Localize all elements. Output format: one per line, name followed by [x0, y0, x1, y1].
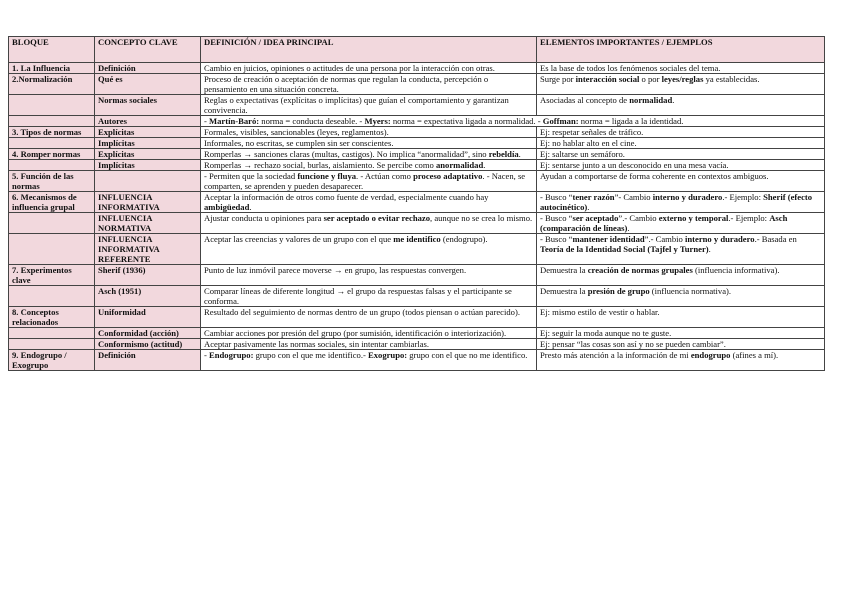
text-run: interno y duradero: [652, 192, 723, 202]
text-run: presión de grupo: [587, 286, 650, 296]
text-run: norma = expectativa ligada a normalidad. -: [390, 116, 543, 126]
cell-concepto: Asch (1951): [95, 286, 201, 307]
text-run: norma = ligada a la identidad.: [578, 116, 684, 126]
text-run: o por: [639, 74, 662, 84]
cell-concepto: Explícitas: [95, 149, 201, 160]
cell-definicion: [201, 63, 537, 74]
cell-bloque: [9, 213, 95, 234]
cell-ejemplos: [537, 63, 825, 74]
table-row: [9, 127, 825, 138]
table-row: [9, 265, 825, 286]
cell-bloque: 9. Endogrupo / Exogrupo: [9, 350, 95, 371]
text-run: anormalidad: [435, 160, 484, 170]
text-run: Surge por: [540, 74, 576, 84]
cell-definicion: [201, 160, 537, 171]
text-run: creación de normas grupales: [587, 265, 693, 275]
text-run: Romperlas → rechazo social, burlas, aislamiento. Se percibe como: [204, 160, 436, 170]
cell-bloque: 7. Experimentos clave: [9, 265, 95, 286]
text-run: externo y temporal: [658, 213, 729, 223]
text-run: .- Ejemplo:: [728, 213, 770, 223]
cell-concepto: INFLUENCIA INFORMATIVA REFERENTE: [95, 234, 201, 265]
cell-ejemplos: [537, 339, 825, 350]
cell-concepto: Conformismo (actitud): [95, 339, 201, 350]
text-run: Ej: saltarse un semáforo.: [540, 149, 625, 159]
cell-bloque: [9, 339, 95, 350]
text-run: Demuestra la: [540, 286, 588, 296]
text-run: Myers:: [364, 116, 391, 126]
table-row: [9, 350, 825, 371]
cell-definicion: [201, 286, 537, 307]
text-run: Ajustar conducta u opiniones para: [204, 213, 324, 223]
text-run: leyes/reglas: [661, 74, 704, 84]
text-run: normalidad: [629, 95, 673, 105]
cell-bloque: [9, 138, 95, 149]
text-run: (influencia informativa).: [692, 265, 780, 275]
table-row: [9, 171, 825, 192]
cell-concepto: Qué es: [95, 74, 201, 95]
text-run: .: [587, 202, 590, 212]
header-concepto: CONCEPTO CLAVE: [95, 37, 201, 63]
text-run: Resultado del seguimiento de normas dentro de un grupo (todos piensan o actúan parecido).: [204, 307, 520, 317]
text-run: - Busco “: [540, 213, 573, 223]
cell-concepto: [95, 171, 201, 192]
table-row: [9, 339, 825, 350]
text-run: Asociadas al concepto de: [540, 95, 630, 105]
cell-concepto: INFLUENCIA NORMATIVA: [95, 213, 201, 234]
table-row: [9, 116, 825, 127]
text-run: grupo con el que no me identifico.: [407, 350, 528, 360]
text-run: Aceptar la información de otros como fuente de verdad, especialmente cuando hay: [204, 192, 489, 202]
cell-bloque: 3. Tipos de normas: [9, 127, 95, 138]
text-run: mantener identidad: [572, 234, 645, 244]
cell-ejemplos: [537, 286, 825, 307]
text-run: Exogrupo:: [368, 350, 408, 360]
cell-definicion: [201, 307, 537, 328]
text-run: Goffman:: [542, 116, 579, 126]
text-run: - Busco “: [540, 234, 573, 244]
cell-ejemplos: [537, 234, 825, 265]
cell-bloque: 6. Mecanismos de influencia grupal: [9, 192, 95, 213]
text-run: ya establecidas.: [703, 74, 760, 84]
cell-bloque: 8. Conceptos relacionados: [9, 307, 95, 328]
cell-definicion: [201, 192, 537, 213]
table-header-row: [9, 37, 825, 63]
text-run: grupo con el que me identifico.-: [253, 350, 368, 360]
cell-definicion: [201, 171, 537, 192]
cell-ejemplos: [537, 265, 825, 286]
header-ejemplos: ELEMENTOS IMPORTANTES / EJEMPLOS: [537, 37, 825, 63]
text-run: Aceptar las creencias y valores de un grupo con el que: [204, 234, 394, 244]
text-run: - Busco “: [540, 192, 573, 202]
text-run: ”.- Cambio: [644, 234, 685, 244]
text-run: Ej: sentarse junto a un desconocido en una mesa vacía.: [540, 160, 729, 170]
cell-concepto: Normas sociales: [95, 95, 201, 116]
text-run: proceso adaptativo: [413, 171, 483, 181]
cell-bloque: [9, 160, 95, 171]
cell-bloque: 2.Normalización: [9, 74, 95, 95]
text-run: interno y duradero: [685, 234, 755, 244]
cell-ejemplos: [537, 74, 825, 95]
text-run: Punto de luz inmóvil parece moverse → en grupo, las respuestas convergen.: [204, 265, 467, 275]
header-bloque: BLOQUE: [9, 37, 95, 63]
text-run: Martín-Baró:: [209, 116, 260, 126]
cell-ejemplos: [537, 192, 825, 213]
table-row: [9, 160, 825, 171]
table-row: [9, 192, 825, 213]
text-run: . - Nacen, se comparten, se aprenden y pueden desaparecer.: [204, 171, 526, 191]
text-run: me identifico: [393, 234, 441, 244]
cell-bloque: [9, 95, 95, 116]
text-run: , aunque no se crea lo mismo.: [430, 213, 533, 223]
text-run: Ej: respetar señales de tráfico.: [540, 127, 644, 137]
text-run: -: [204, 116, 210, 126]
text-run: Asch (comparación de líneas): [540, 213, 788, 233]
cell-ejemplos: [537, 171, 825, 192]
text-run: Sherif (efecto autocinético): [540, 192, 813, 212]
cell-bloque: 5. Función de las normas: [9, 171, 95, 192]
text-run: .- Basada en: [754, 234, 797, 244]
text-run: Teoría de la Identidad Social (Tajfel y Turner): [540, 244, 709, 254]
text-run: Presto más atención a la información de mi: [540, 350, 691, 360]
text-run: Ej: no hablar alto en el cine.: [540, 138, 637, 148]
cell-ejemplos: [537, 149, 825, 160]
cell-definicion: [201, 265, 537, 286]
text-run: Romperlas → sanciones claras (multas, castigos). No implica “anormalidad”, sino: [204, 149, 489, 159]
cell-concepto: INFLUENCIA INFORMATIVA: [95, 192, 201, 213]
table-row: [9, 138, 825, 149]
table-row: [9, 307, 825, 328]
table-row: [9, 95, 825, 116]
cell-definicion: [201, 350, 537, 371]
text-run: Comparar líneas de diferente longitud → el grupo da respuestas falsas y el participante se conforma.: [204, 286, 512, 306]
cell-ejemplos: [537, 307, 825, 328]
text-run: Informales, no escritas, se cumplen sin ser conscientes.: [204, 138, 394, 148]
cell-ejemplos: [537, 160, 825, 171]
cell-definicion: [201, 95, 537, 116]
text-run: (afines a mí).: [730, 350, 779, 360]
cell-ejemplos: [537, 127, 825, 138]
header-definicion: DEFINICIÓN / IDEA PRINCIPAL: [201, 37, 537, 63]
table-row: [9, 286, 825, 307]
text-run: Ej: mismo estilo de vestir o hablar.: [540, 307, 660, 317]
text-run: - Permiten que la sociedad: [204, 171, 298, 181]
text-run: norma = conducta deseable. -: [259, 116, 365, 126]
cell-concepto: Autores: [95, 116, 201, 127]
cell-definicion: [201, 127, 537, 138]
cell-concepto: Sherif (1936): [95, 265, 201, 286]
cell-concepto: Definición: [95, 63, 201, 74]
text-run: (influencia normativa).: [649, 286, 732, 296]
cell-bloque: [9, 286, 95, 307]
text-run: funcione y fluya: [297, 171, 357, 181]
table-row: [9, 74, 825, 95]
text-run: Ej: pensar “las cosas son así y no se pueden cambiar”.: [540, 339, 726, 349]
cell-concepto: Implícitas: [95, 138, 201, 149]
text-run: (endogrupo).: [440, 234, 488, 244]
text-run: Cambio en juicios, opiniones o actitudes de una persona por la interacción con otras.: [204, 63, 495, 73]
text-run: Proceso de creación o aceptación de normas que regulan la conducta, percepción o pensamiento en una situación concreta.: [204, 74, 489, 94]
cell-definicion: [201, 74, 537, 95]
table-row: [9, 213, 825, 234]
text-run: ser aceptado o evitar rechazo: [323, 213, 431, 223]
cell-definicion: [201, 138, 537, 149]
cell-concepto: Definición: [95, 350, 201, 371]
text-run: Cambiar acciones por presión del grupo (por sumisión, identificación o interiorización).: [204, 328, 507, 338]
cell-ejemplos: [537, 95, 825, 116]
text-run: .: [518, 149, 521, 159]
cell-ejemplos: [537, 350, 825, 371]
text-run: interacción social: [575, 74, 640, 84]
cell-definicion: [201, 234, 537, 265]
text-run: Es la base de todos los fenómenos sociales del tema.: [540, 63, 721, 73]
cell-definicion: [201, 339, 537, 350]
text-run: endogrupo: [690, 350, 731, 360]
cell-ejemplos: [537, 328, 825, 339]
text-run: rebeldía: [488, 149, 519, 159]
cell-ejemplos: [537, 213, 825, 234]
text-run: .: [483, 160, 486, 170]
text-run: tener razón: [572, 192, 615, 202]
cell-concepto: Conformidad (acción): [95, 328, 201, 339]
cell-definicion: [201, 116, 825, 127]
cell-bloque: [9, 328, 95, 339]
cell-bloque: [9, 234, 95, 265]
text-run: ser aceptado: [572, 213, 619, 223]
text-run: Demuestra la: [540, 265, 588, 275]
text-run: .: [672, 95, 675, 105]
table-row: [9, 63, 825, 74]
table-row: [9, 234, 825, 265]
cell-bloque: 1. La Influencia: [9, 63, 95, 74]
text-run: .: [627, 223, 630, 233]
text-run: Ej: seguir la moda aunque no te guste.: [540, 328, 672, 338]
text-run: ”.- Cambio: [618, 213, 659, 223]
cell-bloque: 4. Romper normas: [9, 149, 95, 160]
text-run: -: [204, 350, 210, 360]
cell-concepto: Explícitas: [95, 127, 201, 138]
cell-concepto: Implícitas: [95, 160, 201, 171]
text-run: .: [708, 244, 711, 254]
text-run: Ayudan a comportarse de forma coherente en contextos ambiguos.: [540, 171, 769, 181]
table-row: [9, 149, 825, 160]
text-run: ”- Cambio: [614, 192, 653, 202]
concepts-table: [8, 36, 825, 371]
text-run: Aceptar pasivamente las normas sociales, sin intentar cambiarlas.: [204, 339, 430, 349]
text-run: .- Ejemplo:: [722, 192, 764, 202]
table-row: [9, 328, 825, 339]
text-run: Formales, visibles, sancionables (leyes, reglamentos).: [204, 127, 389, 137]
cell-bloque: [9, 116, 95, 127]
text-run: ambigüedad: [204, 202, 250, 212]
text-run: Endogrupo:: [209, 350, 254, 360]
cell-definicion: [201, 149, 537, 160]
text-run: . - Actúan como: [356, 171, 414, 181]
cell-definicion: [201, 213, 537, 234]
text-run: Reglas o expectativas (explícitas o implícitas) que guían el comportamiento y garantizan convivencia.: [204, 95, 509, 115]
text-run: .: [249, 202, 252, 212]
cell-concepto: Uniformidad: [95, 307, 201, 328]
cell-definicion: [201, 328, 537, 339]
cell-ejemplos: [537, 138, 825, 149]
